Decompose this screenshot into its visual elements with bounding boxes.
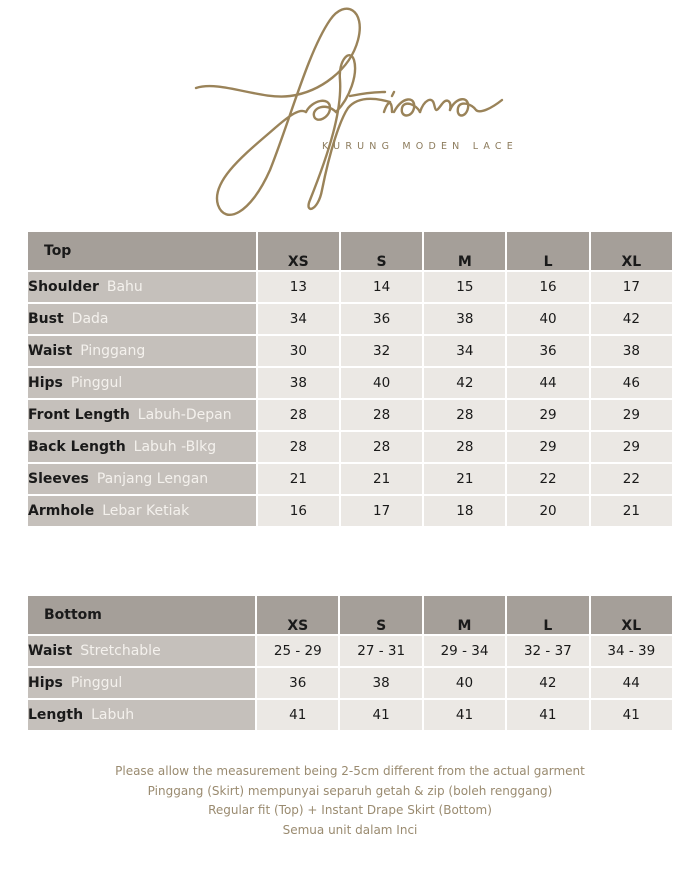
table-cell: 40 <box>507 304 588 334</box>
table-cell: 16 <box>507 272 588 302</box>
measure-label-malay: Pinggul <box>70 675 123 691</box>
table-cell: 28 <box>341 432 422 462</box>
table-row <box>28 700 672 730</box>
table-cell: 41 <box>591 700 672 730</box>
table-cell: 34 - 39 <box>591 636 672 666</box>
table-row <box>28 400 672 430</box>
table-cell: 42 <box>507 668 588 698</box>
size-header-xs: XS <box>258 232 339 270</box>
size-header-xl: XL <box>591 232 672 270</box>
table-cell: 25 - 29 <box>257 636 338 666</box>
table-cell: 38 <box>424 304 505 334</box>
table-cell: 28 <box>341 400 422 430</box>
size-header-xl: XL <box>591 596 672 634</box>
bottom-size-table <box>26 594 674 732</box>
table-cell: 29 <box>591 432 672 462</box>
table-cell: 18 <box>424 496 505 526</box>
table-cell: 22 <box>591 464 672 494</box>
table-cell: 17 <box>341 496 422 526</box>
table-cell: 28 <box>258 432 339 462</box>
measure-label: Hips <box>28 375 63 391</box>
measure-label: Back Length <box>28 439 126 455</box>
table-cell: 36 <box>257 668 338 698</box>
size-header-m: M <box>424 596 505 634</box>
table-cell: 22 <box>507 464 588 494</box>
table-cell: 21 <box>591 496 672 526</box>
measure-label: Hips <box>28 675 63 691</box>
table-cell: 21 <box>341 464 422 494</box>
measure-label-malay: Labuh-Depan <box>137 407 232 423</box>
top-table-title: Top <box>28 232 256 270</box>
table-cell: 13 <box>258 272 339 302</box>
table-cell: 44 <box>591 668 672 698</box>
note-line: Semua unit dalam Inci <box>282 822 418 837</box>
size-header-s: S <box>341 232 422 270</box>
table-cell: 40 <box>424 668 505 698</box>
table-cell: 36 <box>507 336 588 366</box>
table-cell: 41 <box>507 700 588 730</box>
table-cell: 41 <box>340 700 421 730</box>
table-row <box>28 668 672 698</box>
note-line: Please allow the measurement being 2-5cm different from the actual garment <box>115 764 585 778</box>
table-cell: 30 <box>258 336 339 366</box>
table-cell: 44 <box>507 368 588 398</box>
table-cell: 38 <box>340 668 421 698</box>
table-cell: 29 - 34 <box>424 636 505 666</box>
table-cell: 40 <box>341 368 422 398</box>
measure-label: Front Length <box>28 407 130 423</box>
table-cell: 38 <box>258 368 339 398</box>
table-row <box>28 336 672 366</box>
table-cell: 42 <box>591 304 672 334</box>
table-row <box>28 368 672 398</box>
measure-label-malay: Labuh <box>91 707 135 723</box>
table-cell: 17 <box>591 272 672 302</box>
table-cell: 41 <box>424 700 505 730</box>
measure-label: Armhole <box>28 503 95 519</box>
measure-label-malay: Pinggang <box>80 343 146 359</box>
table-cell: 34 <box>424 336 505 366</box>
table-cell: 32 <box>341 336 422 366</box>
measure-label-malay: Panjang Lengan <box>96 471 209 487</box>
measure-label: Shoulder <box>28 279 99 295</box>
table-row <box>28 272 672 302</box>
table-row <box>28 304 672 334</box>
table-cell: 29 <box>507 432 588 462</box>
table-cell: 28 <box>258 400 339 430</box>
table-cell: 29 <box>591 400 672 430</box>
bottom-table-title: Bottom <box>28 596 255 634</box>
table-cell: 28 <box>424 400 505 430</box>
size-header-xs: XS <box>257 596 338 634</box>
table-row <box>28 432 672 462</box>
measure-label: Sleeves <box>28 471 89 487</box>
measure-label-malay: Lebar Ketiak <box>102 503 190 519</box>
size-header-l: L <box>507 596 588 634</box>
table-row <box>28 496 672 526</box>
table-cell: 21 <box>424 464 505 494</box>
size-header-m: M <box>424 232 505 270</box>
table-cell: 21 <box>258 464 339 494</box>
measure-label-malay: Dada <box>71 311 109 327</box>
table-cell: 42 <box>424 368 505 398</box>
size-header-s: S <box>340 596 421 634</box>
table-cell: 29 <box>507 400 588 430</box>
table-cell: 32 - 37 <box>507 636 588 666</box>
brand-logo <box>180 0 560 230</box>
table-row <box>28 636 672 666</box>
measure-label-malay: Stretchable <box>80 643 161 659</box>
note-line: Pinggang (Skirt) mempunyai separuh getah & zip (boleh renggang) <box>147 783 553 798</box>
table-cell: 28 <box>424 432 505 462</box>
top-size-table <box>26 230 674 528</box>
measure-label: Length <box>28 707 84 723</box>
measure-label-malay: Pinggul <box>70 375 123 391</box>
table-cell: 34 <box>258 304 339 334</box>
measure-label: Waist <box>28 643 73 659</box>
table-cell: 41 <box>257 700 338 730</box>
brand-tagline: KURUNG MODEN LACE <box>322 141 518 152</box>
table-cell: 16 <box>258 496 339 526</box>
table-cell: 46 <box>591 368 672 398</box>
table-cell: 27 - 31 <box>340 636 421 666</box>
table-row <box>28 464 672 494</box>
measure-label: Bust <box>28 311 64 327</box>
measure-label-malay: Bahu <box>106 279 143 295</box>
table-cell: 14 <box>341 272 422 302</box>
table-cell: 20 <box>507 496 588 526</box>
table-cell: 38 <box>591 336 672 366</box>
measure-label: Waist <box>28 343 73 359</box>
note-line: Regular fit (Top) + Instant Drape Skirt (Bottom) <box>208 803 492 817</box>
table-cell: 36 <box>341 304 422 334</box>
measure-label-malay: Labuh -Blkg <box>133 439 217 455</box>
table-cell: 15 <box>424 272 505 302</box>
measurement-notes <box>0 762 700 840</box>
size-header-l: L <box>507 232 588 270</box>
